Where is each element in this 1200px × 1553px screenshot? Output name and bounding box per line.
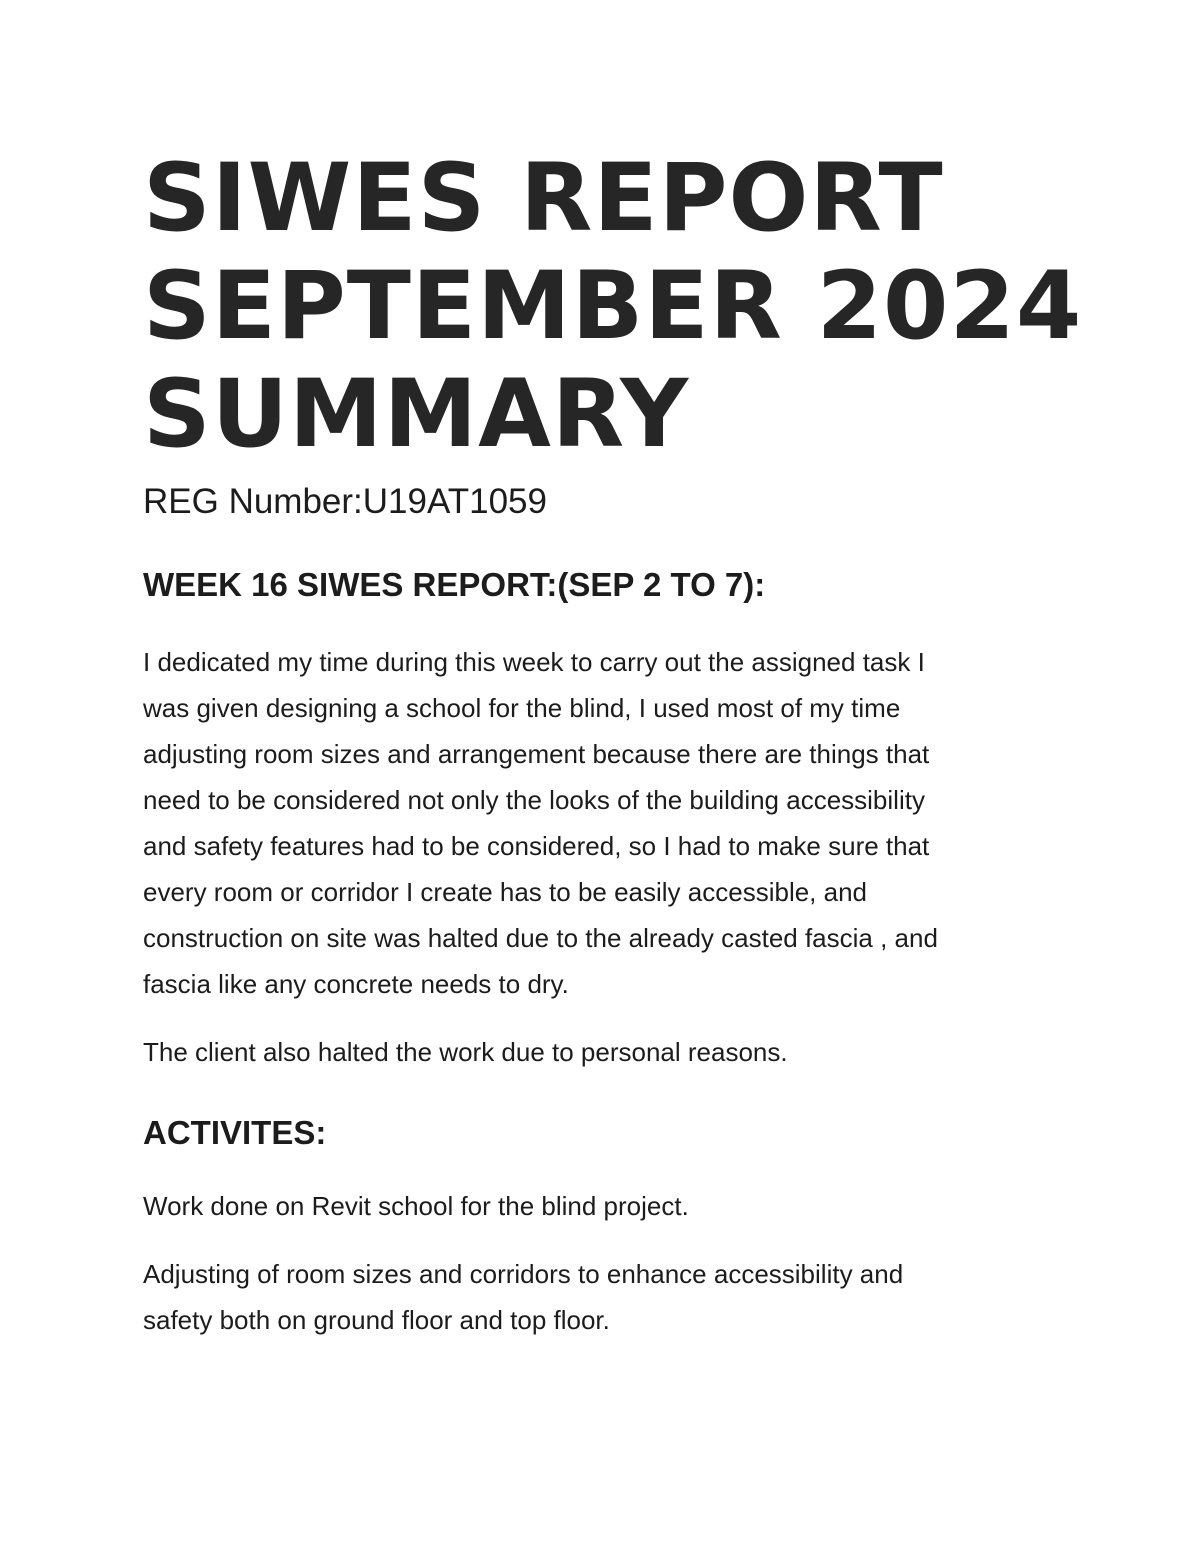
title-line-3: SUMMARY [143, 360, 690, 469]
reg-number: REG Number:U19AT1059 [143, 482, 547, 521]
client-paragraph: The client also halted the work due to personal reasons. [143, 1037, 788, 1067]
paragraph-line: fascia like any concrete needs to dry. [143, 969, 569, 999]
title-line-2: SEPTEMBER 2024 [143, 252, 1083, 361]
paragraph-line: Adjusting of room sizes and corridors to enhance accessibility and [143, 1259, 904, 1289]
paragraph-line: need to be considered not only the looks of the building accessibility [143, 785, 925, 815]
paragraph-line: construction on site was halted due to the already casted fascia , and [143, 923, 938, 953]
activities-heading: ACTIVITES: [143, 1114, 327, 1151]
paragraph-line: I dedicated my time during this week to carry out the assigned task I [143, 647, 925, 677]
paragraph-line: and safety features had to be considered, so I had to make sure that [143, 831, 930, 861]
main-paragraph [143, 639, 1073, 1007]
paragraph-line: was given designing a school for the blind, I used most of my time [143, 693, 901, 723]
document-page [143, 144, 1083, 1343]
activity-item-2 [143, 1251, 1073, 1343]
paragraph-line: every room or corridor I create has to be easily accessible, and [143, 877, 868, 907]
paragraph-line: safety both on ground floor and top floor. [143, 1305, 610, 1335]
report-title [143, 144, 1083, 469]
title-line-1: SIWES REPORT [143, 144, 944, 253]
week-heading: WEEK 16 SIWES REPORT:(SEP 2 TO 7): [143, 566, 766, 603]
paragraph-line: adjusting room sizes and arrangement because there are things that [143, 739, 930, 769]
activity-item-1: Work done on Revit school for the blind project. [143, 1191, 689, 1221]
